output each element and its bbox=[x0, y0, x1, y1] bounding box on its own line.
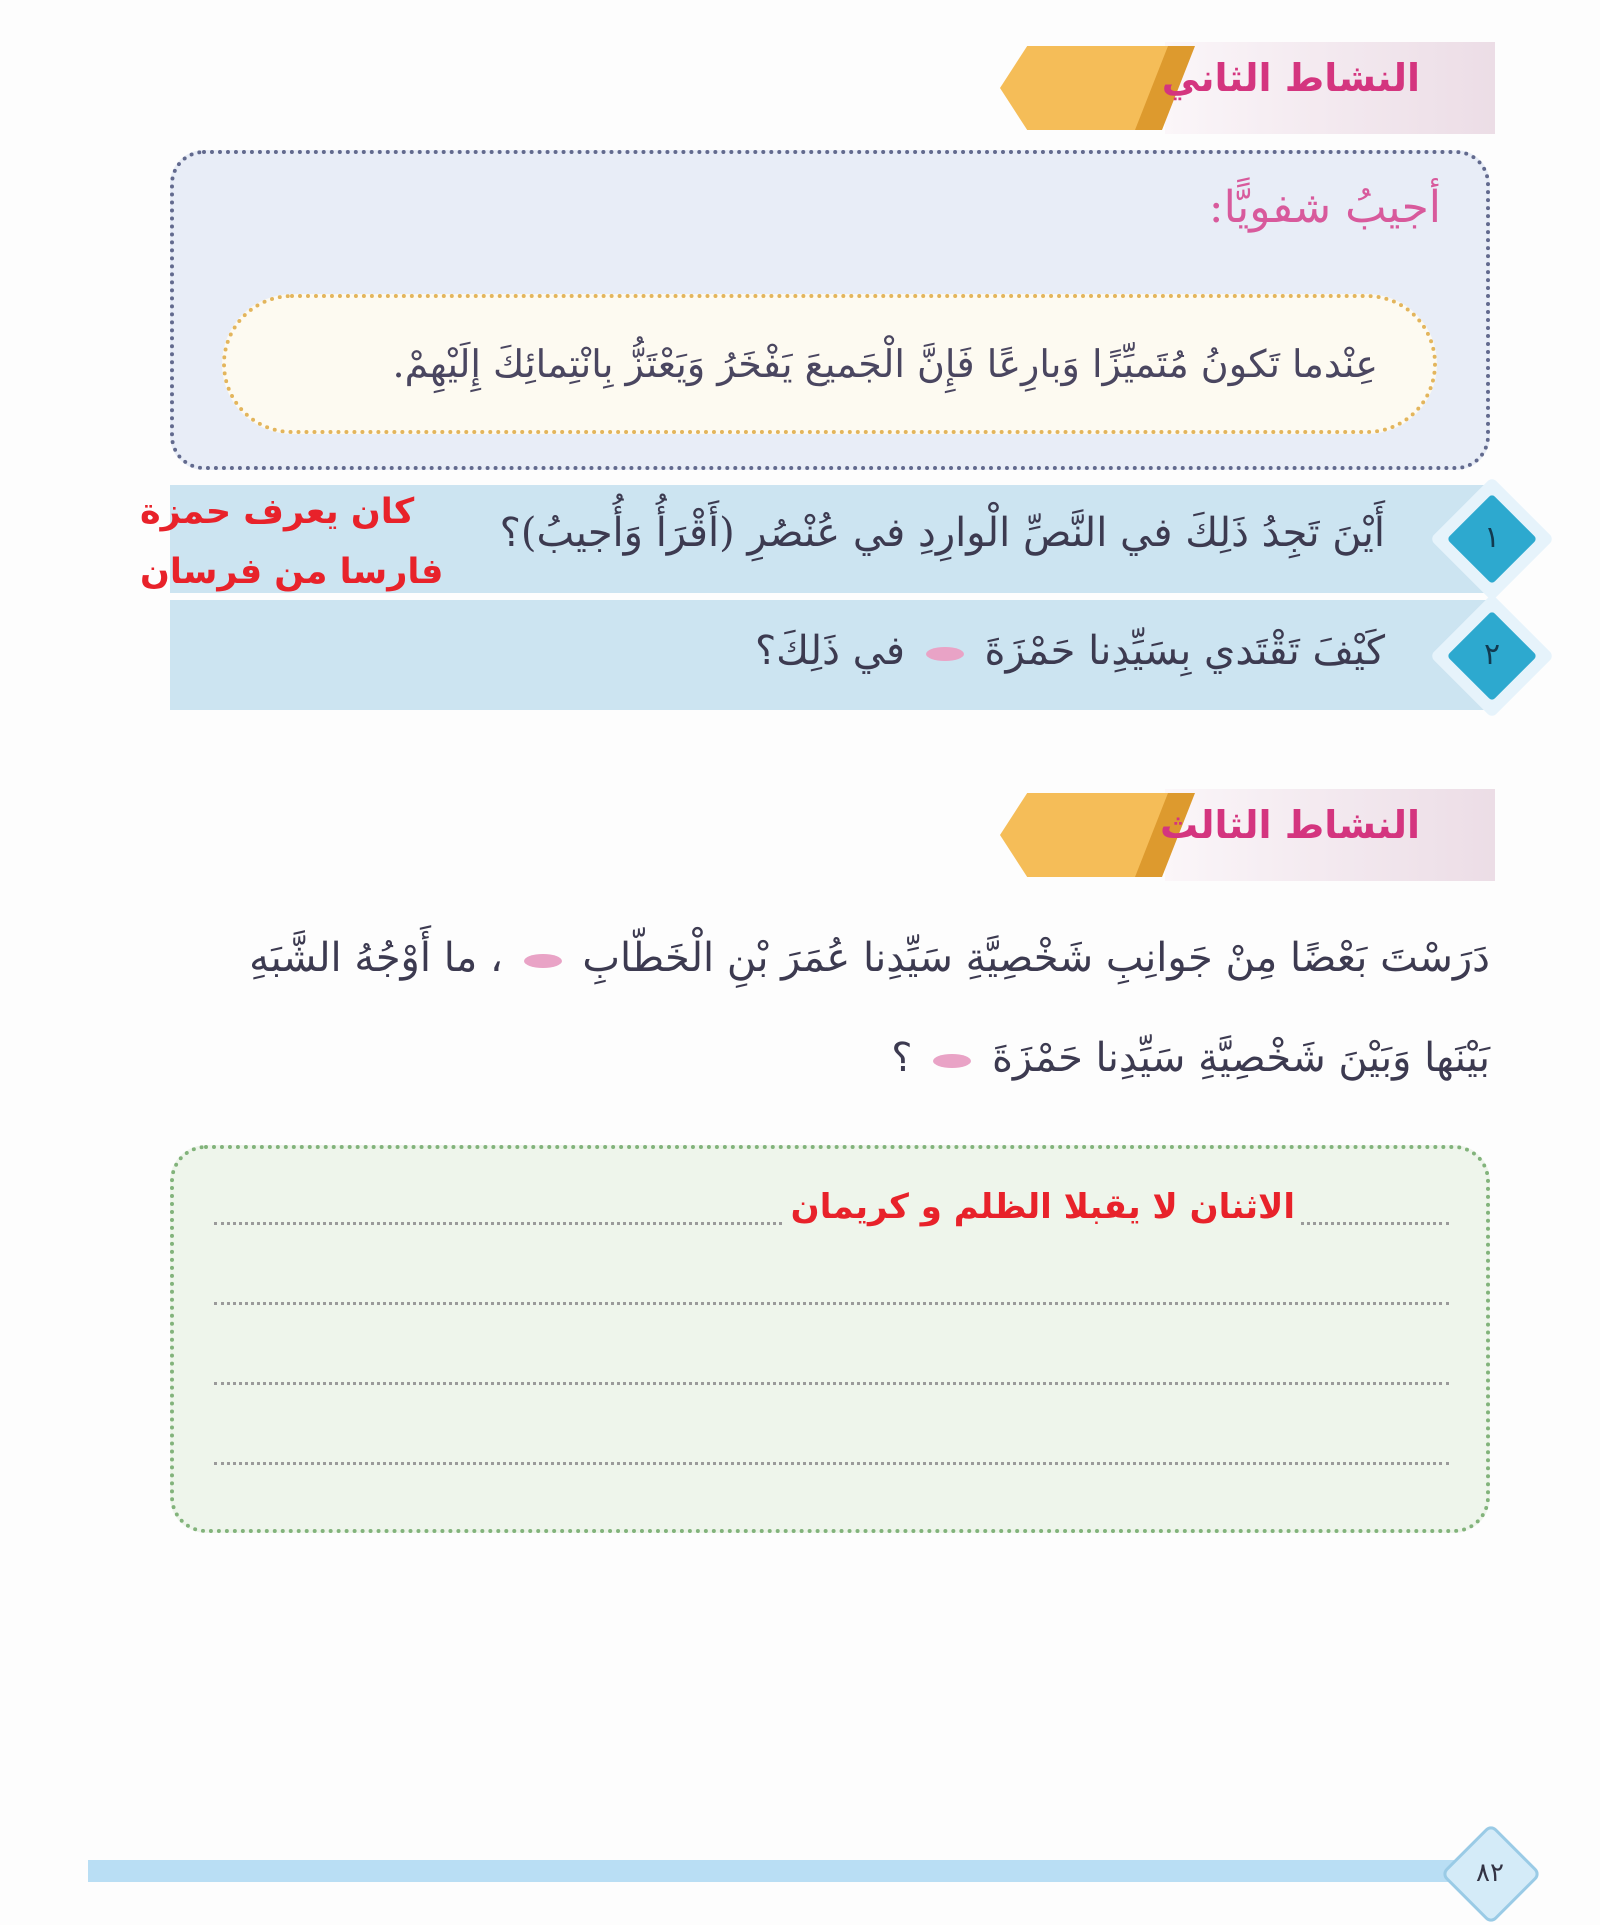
oral-statement: عِنْدما تَكونُ مُتَميِّزًا وَبارِعًا فَإِنَّ الْجَميعَ يَفْخَرُ وَيَعْتَزُّ بِانْتِمائِكَ إِلَيْهِمْ. bbox=[392, 342, 1378, 386]
prompt-line1-before: دَرَسْتَ بَعْضًا مِنْ جَوانِبِ شَخْصِيَّةِ سَيِّدِنا عُمَرَ بْنِ الْخَطّابِ bbox=[582, 935, 1490, 981]
answer-line-3[interactable] bbox=[214, 1382, 1449, 1385]
activity3-title: النشاط الثالث bbox=[1159, 803, 1420, 847]
question-1-text: أَيْنَ تَجِدُ ذَلِكَ في النَّصِّ الْوارِدِ في عُنْصُرِ (أَقْرَأُ وَأُجيبُ)؟ bbox=[499, 510, 1385, 556]
question-2-text-before: كَيْفَ تَقْتَدي بِسَيِّدِنا حَمْزَةَ bbox=[984, 628, 1385, 674]
answer-line-2[interactable] bbox=[214, 1302, 1449, 1305]
handwritten-answer-q1-line2: فارسا من فرسان bbox=[140, 552, 444, 592]
footer-bar bbox=[88, 1860, 1458, 1882]
oral-answer-box bbox=[170, 150, 1490, 470]
activity2-header bbox=[1000, 38, 1495, 138]
activity2-title: النشاط الثاني bbox=[1161, 56, 1420, 100]
activity3-header bbox=[1000, 785, 1495, 885]
question-2-text bbox=[755, 628, 1385, 674]
question-2-number: ٢ bbox=[1483, 637, 1501, 672]
honorific-icon bbox=[933, 1054, 971, 1068]
oral-statement-box bbox=[222, 294, 1437, 434]
prompt-line1-after: ، ما أَوْجُهُ الشَّبَهِ bbox=[249, 935, 503, 981]
page-number: ٨٢ bbox=[1476, 1858, 1504, 1888]
prompt-line2-before: بَيْنَها وَبَيْنَ شَخْصِيَّةِ سَيِّدِنا حَمْزَةَ bbox=[991, 1035, 1490, 1081]
honorific-icon bbox=[524, 954, 562, 968]
answer-line-4[interactable] bbox=[214, 1462, 1449, 1465]
handwritten-answer-a3: الاثنان لا يقبلا الظلم و كريمان bbox=[785, 1187, 1301, 1227]
activity3-prompt-line2 bbox=[891, 1035, 1490, 1081]
activity3-prompt-line1 bbox=[249, 935, 1490, 981]
honorific-icon bbox=[926, 647, 964, 661]
answer-box[interactable] bbox=[170, 1145, 1490, 1533]
prompt-line2-after: ؟ bbox=[891, 1035, 913, 1081]
oral-title: أجيبُ شفويًّا: bbox=[1208, 182, 1441, 233]
question-2-text-after: في ذَلِكَ؟ bbox=[754, 628, 906, 674]
handwritten-answer-q1-line1: كان يعرف حمزة bbox=[140, 492, 415, 532]
question-1-number: ١ bbox=[1483, 520, 1501, 555]
